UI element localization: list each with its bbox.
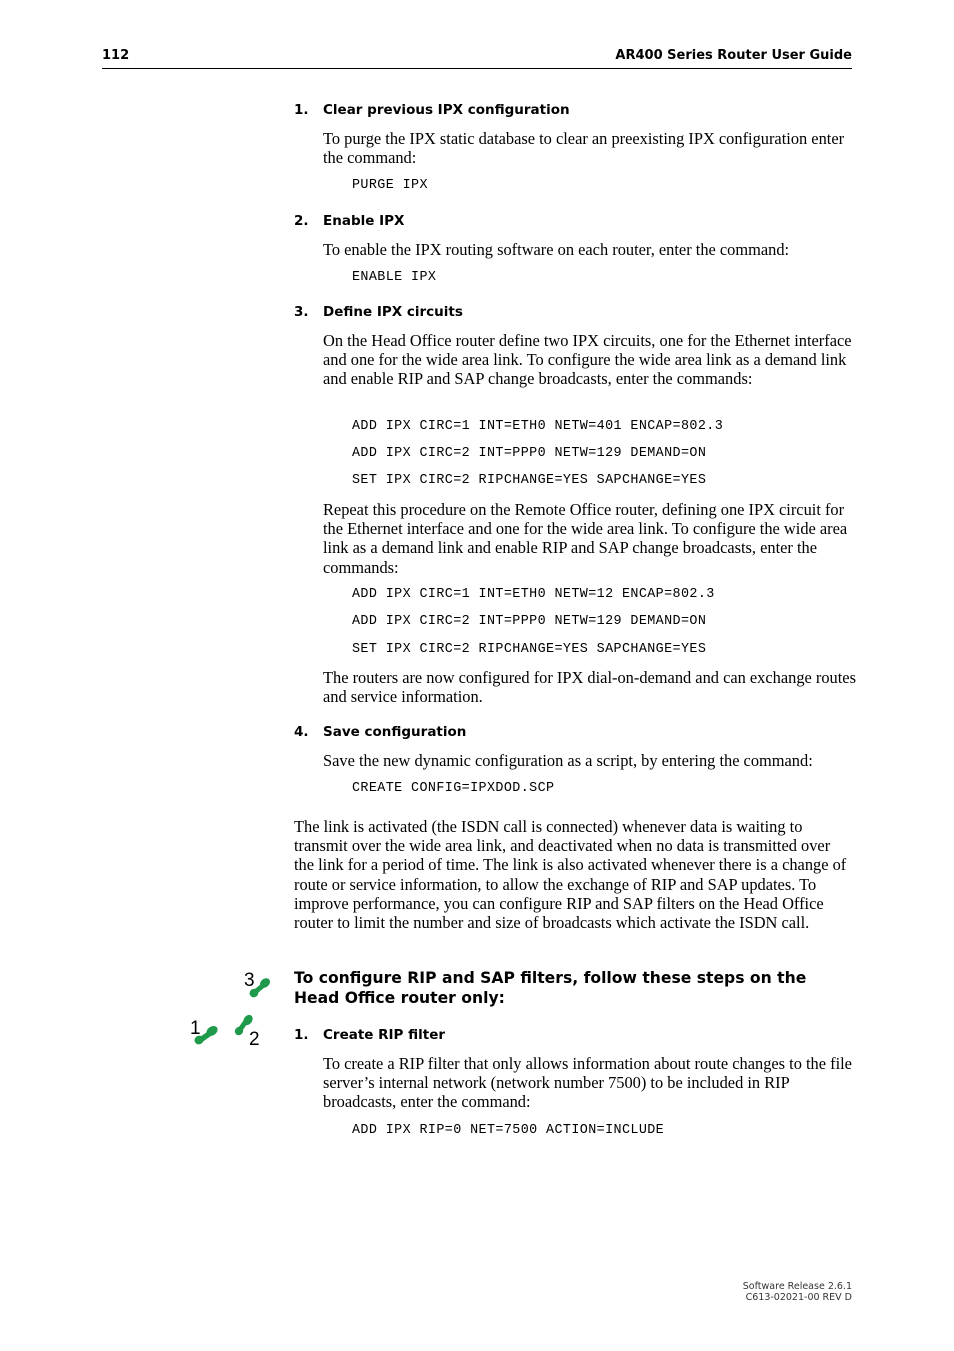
step-text-routers-configured: The routers are now configured for IPX dial-on-demand and can exchange routes and service information. [323, 668, 856, 707]
step-title: Define IPX circuits [323, 304, 463, 320]
step-heading-create-rip-filter [294, 1027, 445, 1043]
footprint-label-3: 3 [244, 970, 255, 991]
step-number: 1. [294, 102, 309, 118]
step-title: Save configuration [323, 724, 467, 740]
command-set-circ-2-remote: SET IPX CIRC=2 RIPCHANGE=YES SAPCHANGE=YES [352, 642, 707, 657]
step-text-save-config: Save the new dynamic configuration as a script, by entering the command: [323, 751, 813, 770]
step-title: Create RIP filter [323, 1027, 446, 1043]
command-add-circ-2-head: ADD IPX CIRC=2 INT=PPP0 NETW=129 DEMAND=ON [352, 446, 707, 461]
step-heading-clear-ipx [294, 102, 570, 118]
footer-doc-number: C613-02021-00 REV D [745, 1292, 852, 1303]
footprint-label-1: 1 [190, 1018, 201, 1039]
step-number: 4. [294, 724, 309, 740]
step-number: 2. [294, 213, 309, 229]
step-heading-save-config [294, 724, 466, 740]
step-title: Enable IPX [323, 213, 405, 229]
step-text-clear-ipx: To purge the IPX static database to clear an preexisting IPX configuration enter the command: [323, 129, 845, 168]
step-number: 3. [294, 304, 309, 320]
step-text-enable-ipx: To enable the IPX routing software on each router, enter the command: [323, 240, 790, 259]
page-number: 112 [102, 48, 130, 63]
step-heading-define-circuits [294, 304, 463, 320]
running-header-title: AR400 Series Router User Guide [615, 48, 852, 63]
step-title: Clear previous IPX configuration [323, 102, 570, 118]
command-add-circ-1-head: ADD IPX CIRC=1 INT=ETH0 NETW=401 ENCAP=802.3 [352, 419, 724, 434]
command-add-ipx-rip: ADD IPX RIP=0 NET=7500 ACTION=INCLUDE [352, 1123, 665, 1138]
command-purge-ipx: PURGE IPX [352, 178, 428, 193]
command-add-circ-2-remote: ADD IPX CIRC=2 INT=PPP0 NETW=129 DEMAND=ON [352, 614, 707, 629]
callout-rip-sap-filters: To configure RIP and SAP filters, follow these steps on the Head Office router only: [294, 969, 807, 1007]
step-heading-enable-ipx [294, 213, 404, 229]
command-enable-ipx: ENABLE IPX [352, 270, 437, 285]
footsteps-icon [186, 968, 276, 1052]
step-text-remote-office-circuits: Repeat this procedure on the Remote Office router, defining one IPX circuit for the Ethernet interface and one for the wide area link. To configure the wide area link as a demand link and enable RIP and SAP change broadcasts, enter the commands: [323, 500, 848, 577]
body-paragraph-link-activation: The link is activated (the ISDN call is connected) whenever data is waiting to transmit over the wide area link, and deactivated when no data is transmitted over the link for a period of time. The link is also activated whenever there is a change of route or service information, to allow the exchange of RIP and SAP updates. To improve performance, you can configure RIP and SAP filters on the Head Office router to limit the number and size of broadcasts which activate the ISDN call. [294, 817, 847, 933]
footer-release: Software Release 2.6.1 [742, 1281, 852, 1292]
command-set-circ-2-head: SET IPX CIRC=2 RIPCHANGE=YES SAPCHANGE=YES [352, 473, 707, 488]
command-create-config: CREATE CONFIG=IPXDOD.SCP [352, 781, 555, 796]
step-text-create-rip-filter: To create a RIP filter that only allows information about route changes to the file server’s internal network (network number 7500) to be included in RIP broadcasts, enter the command: [323, 1054, 852, 1112]
footprint-label-2: 2 [249, 1029, 260, 1050]
command-add-circ-1-remote: ADD IPX CIRC=1 INT=ETH0 NETW=12 ENCAP=802.3 [352, 587, 715, 602]
step-number: 1. [294, 1027, 309, 1043]
step-text-head-office-circuits: On the Head Office router define two IPX circuits, one for the Ethernet interface and one for the wide area link. To configure the wide area link as a demand link and enable RIP and SAP change broadcasts, enter the commands: [323, 331, 852, 389]
header-rule [102, 68, 852, 69]
